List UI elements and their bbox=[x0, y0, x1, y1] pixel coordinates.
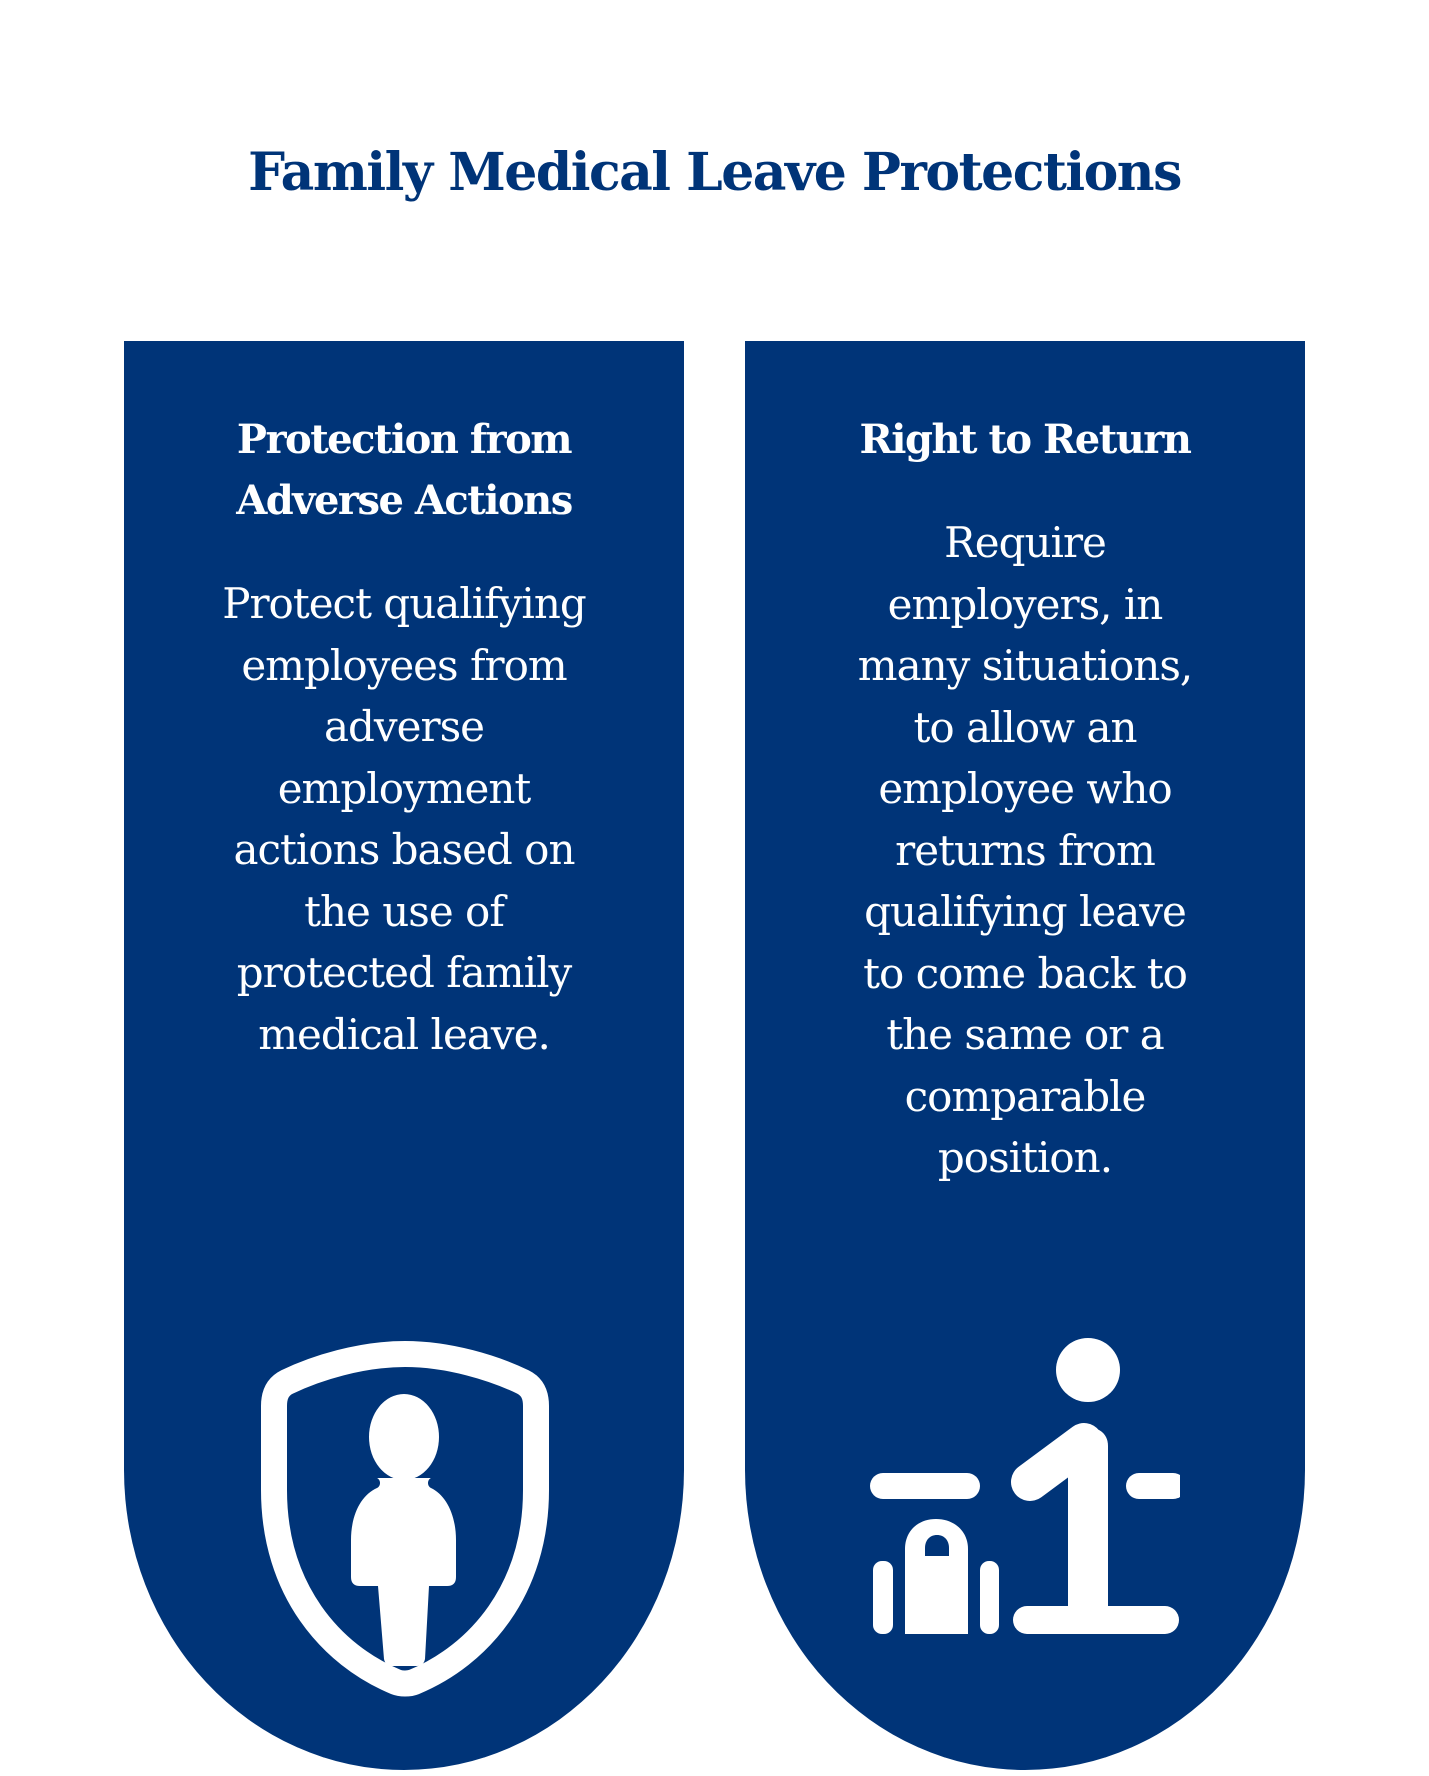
card-body-line: employees from bbox=[241, 640, 567, 690]
card-body-line: Protect qualifying bbox=[222, 579, 586, 628]
card-heading bbox=[785, 409, 1265, 470]
card-body-line: adverse bbox=[324, 702, 484, 751]
card-body-line: to come back to bbox=[863, 948, 1187, 998]
card-right-to-return bbox=[745, 341, 1305, 1770]
card-body-line: medical leave. bbox=[258, 1009, 550, 1059]
card-body-line: employment bbox=[277, 763, 531, 813]
card-protection-from-adverse-actions bbox=[124, 341, 684, 1770]
card-heading bbox=[164, 409, 644, 531]
card-body-line: comparable bbox=[904, 1071, 1146, 1121]
card-body bbox=[785, 512, 1265, 1189]
card-body-line: many situations, bbox=[857, 641, 1193, 690]
card-body-line: the use of bbox=[304, 886, 504, 936]
card-body-line: position. bbox=[937, 1133, 1113, 1182]
page-title: Family Medical Leave Protections bbox=[248, 142, 1181, 203]
card-body-line: protected family bbox=[236, 948, 572, 997]
shield-person-icon bbox=[261, 1340, 549, 1701]
returning-traveler-icon bbox=[870, 1336, 1180, 1646]
card-body-line: returns from bbox=[895, 825, 1155, 875]
card-body-line: employers, in bbox=[887, 579, 1163, 629]
card-heading-line: Adverse Actions bbox=[236, 477, 572, 524]
card-body-line: the same or a bbox=[886, 1010, 1164, 1059]
card-heading-line: Right to Return bbox=[859, 416, 1191, 463]
card-body-line: Require bbox=[944, 518, 1106, 567]
card-body-line: actions based on bbox=[233, 825, 575, 874]
card-heading-line: Protection from bbox=[236, 416, 572, 463]
card-body bbox=[164, 573, 644, 1065]
card-body-line: to allow an bbox=[913, 702, 1137, 752]
card-body-line: employee who bbox=[878, 764, 1172, 813]
card-body-line: qualifying leave bbox=[864, 887, 1186, 936]
